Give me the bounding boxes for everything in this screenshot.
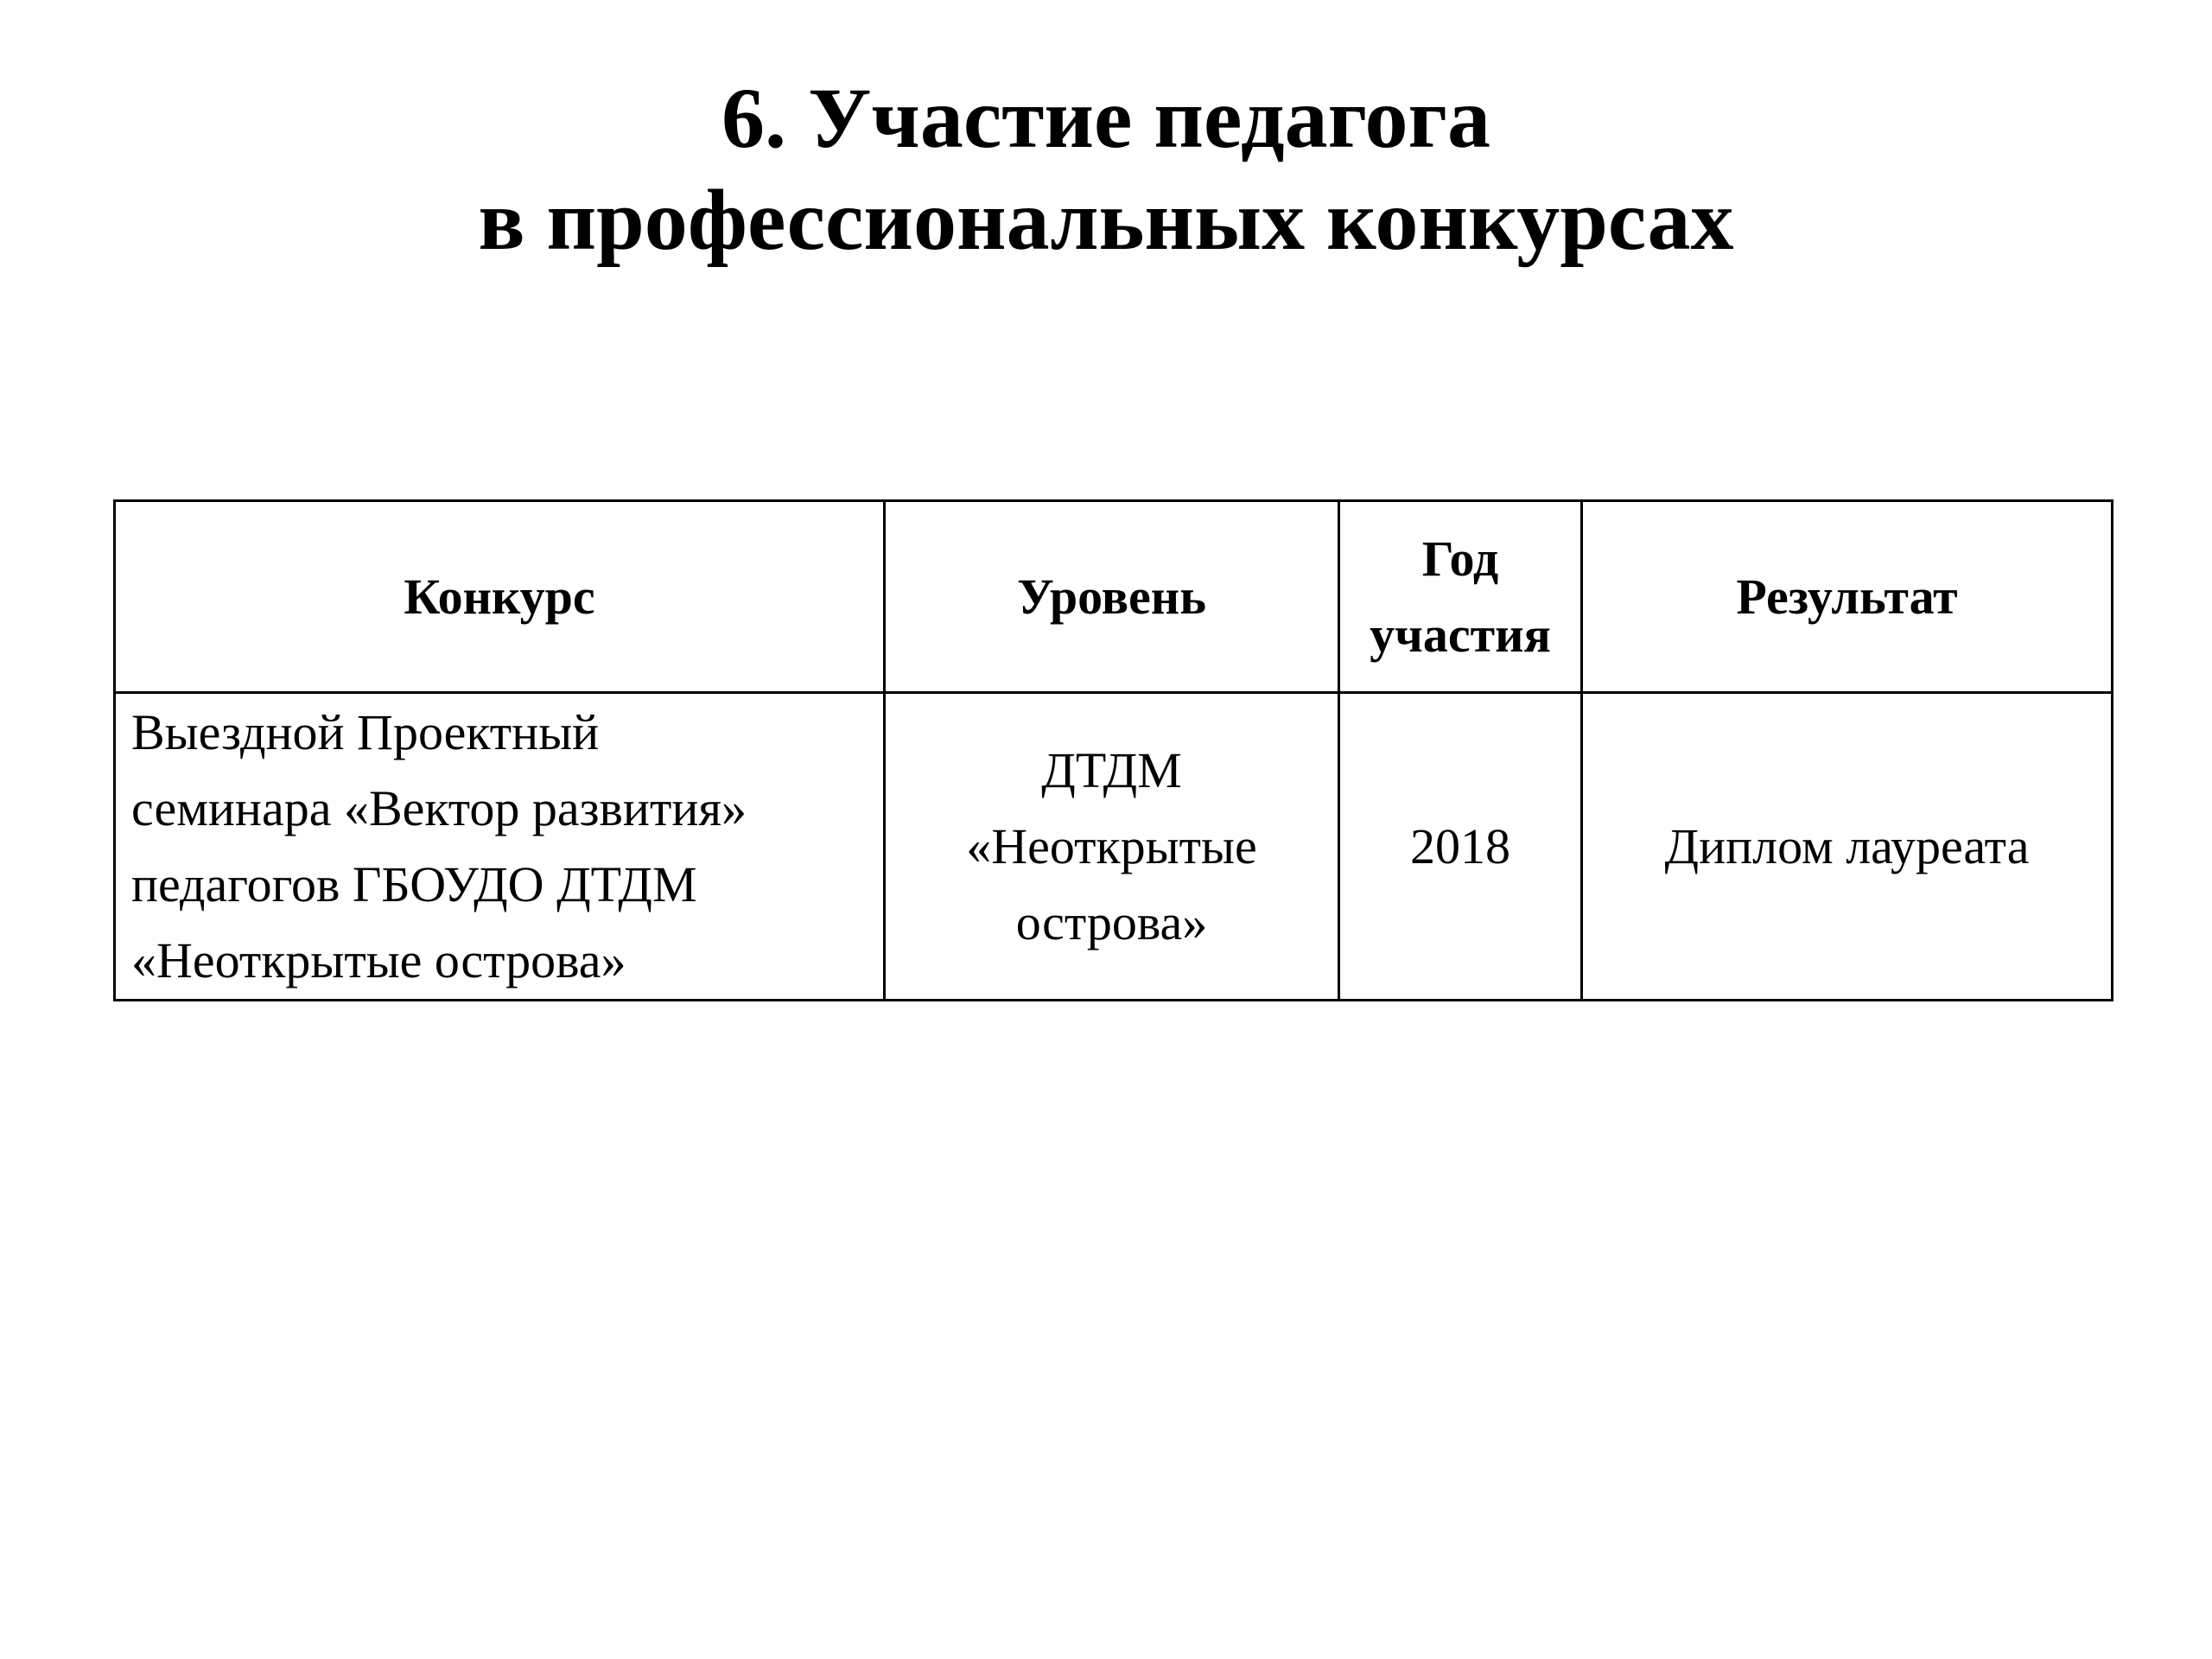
header-year-line-2: участия (1370, 606, 1551, 663)
table-header-row (115, 501, 2113, 693)
slide-title-line-2: в профессиональных конкурсах (478, 172, 1734, 268)
slide-title-line-1: 6. Участие педагога (721, 70, 1491, 166)
contest-line: Выездной Проектный (131, 703, 600, 760)
level-line: ДТДМ (1041, 741, 1182, 798)
level-line: острова» (1015, 893, 1208, 950)
cell-result: Диплом лауреата (1582, 693, 2113, 1001)
contest-line: педагогов ГБОУДО ДТДМ (131, 855, 697, 912)
header-year (1339, 501, 1582, 693)
header-contest: Конкурс (115, 501, 885, 693)
contests-table (113, 499, 2113, 1001)
cell-level (885, 693, 1339, 1001)
level-line: «Неоткрытые (966, 817, 1257, 874)
header-result: Результат (1582, 501, 2113, 693)
contest-line: «Неоткрытые острова» (131, 931, 626, 988)
header-level: Уровень (885, 501, 1339, 693)
table-row (115, 693, 2113, 1001)
slide-title (0, 67, 2212, 271)
cell-contest (115, 693, 885, 1001)
cell-year: 2018 (1339, 693, 1582, 1001)
contest-line: семинара «Вектор развития» (131, 779, 747, 836)
header-year-line-1: Год (1421, 530, 1499, 587)
